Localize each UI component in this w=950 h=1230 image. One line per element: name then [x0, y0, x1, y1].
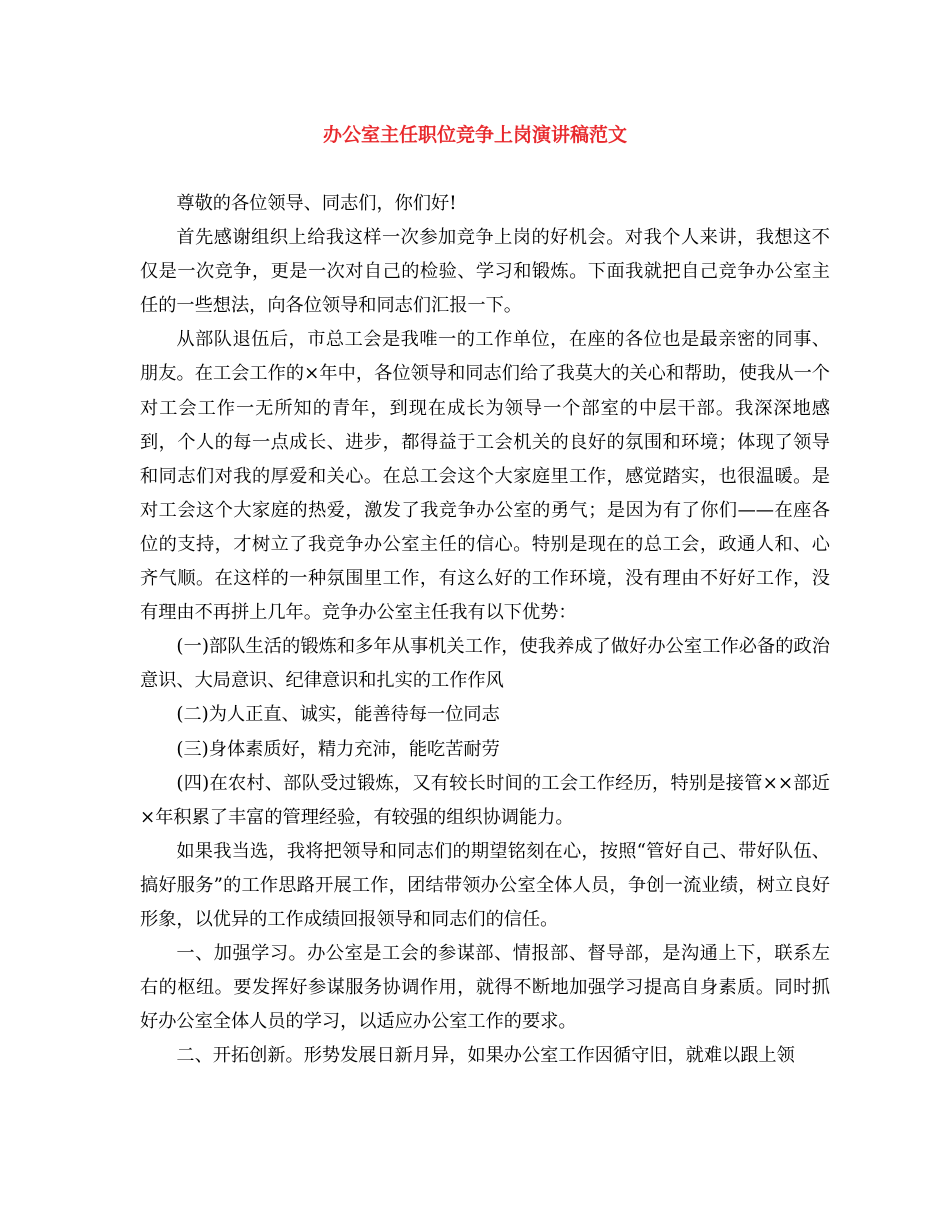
paragraph-advantage-3: (三)身体素质好，精力充沛，能吃苦耐劳 [176, 738, 500, 760]
paragraph-commitment: 如果我当选，我将把领导和同志们的期望铭刻在心，按照“管好自己、带好队伍、搞好服务”的工作思路开展工作，团结带领办公室全体人员，争创一流业绩，树立良好形象，以优异的工作成绩回报领导和同志们的信任。 [140, 840, 830, 930]
paragraph-point-1: 一、加强学习。办公室是工会的参谋部、情报部、督导部，是沟通上下，联系左右的枢纽。要发挥好参谋服务协调作用，就得不断地加强学习提高自身素质。同时抓好办公室全体人员的学习，以适应办公室工作的要求。 [140, 943, 830, 1033]
paragraph-advantage-1: (一)部队生活的锻炼和多年从事机关工作，使我养成了做好办公室工作必备的政治意识、大局意识、纪律意识和扎实的工作作风 [140, 636, 830, 692]
paragraph-point-2: 二、开拓创新。形势发展日新月异，如果办公室工作因循守旧，就难以跟上领 [176, 1045, 795, 1067]
paragraph-opening: 首先感谢组织上给我这样一次参加竞争上岗的好机会。对我个人来讲，我想这不仅是一次竞争，更是一次对自己的检验、学习和锻炼。下面我就把自己竞争办公室主任的一些想法，向各位领导和同志们汇报一下。 [140, 227, 830, 317]
paragraph-advantage-2: (二)为人正直、诚实，能善待每一位同志 [176, 704, 500, 726]
document-body [140, 187, 830, 1073]
paragraph-greeting: 尊敬的各位领导、同志们，你们好! [176, 193, 457, 214]
paragraph-advantage-4: (四)在农村、部队受过锻炼，又有较长时间的工会工作经历，特别是接管××部近×年积累了丰富的管理经验，有较强的组织协调能力。 [140, 772, 830, 828]
document-title: 办公室主任职位竞争上岗演讲稿范文 [322, 124, 627, 146]
paragraph-background: 从部队退伍后，市总工会是我唯一的工作单位，在座的各位也是最亲密的同事、朋友。在工会工作的×年中，各位领导和同志们给了我莫大的关心和帮助，使我从一个对工会工作一无所知的青年，到现在成长为领导一个部室的中层干部。我深深地感到，个人的每一点成长、进步，都得益于工会机关的良好的氛围和环境；体现了领导和同志们对我的厚爱和关心。在总工会这个大家庭里工作，感觉踏实，也很温暖。是对工会这个大家庭的热爱，激发了我竞争办公室的勇气；是因为有了你们——在座各位的支持，才树立了我竞争办公室主任的信心。特别是现在的总工会，政通人和、心齐气顺。在这样的一种氛围里工作，有这么好的工作环境，没有理由不好好工作，没有理由不再拼上几年。竞争办公室主任我有以下优势： [140, 329, 830, 624]
